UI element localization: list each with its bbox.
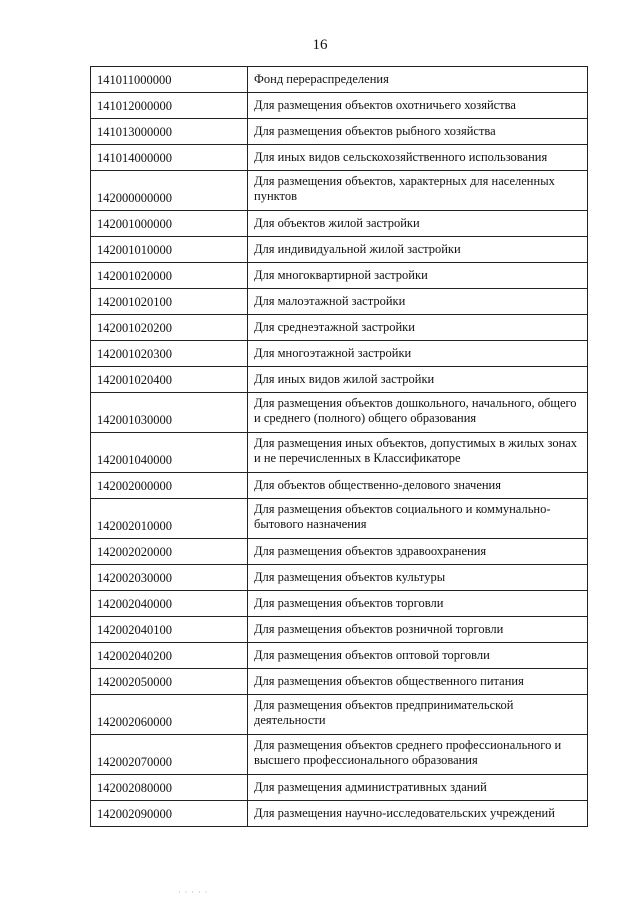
row-code: 142002040000 bbox=[91, 591, 248, 617]
row-description: Для размещения объектов торговли bbox=[248, 591, 588, 617]
table-row bbox=[91, 315, 588, 341]
table-row bbox=[91, 643, 588, 669]
table-row bbox=[91, 775, 588, 801]
row-description: Для объектов общественно-делового значения bbox=[248, 473, 588, 499]
row-description: Для иных видов сельскохозяйственного использования bbox=[248, 145, 588, 171]
row-code: 142002060000 bbox=[91, 695, 248, 735]
row-code: 142002010000 bbox=[91, 499, 248, 539]
row-description: Для малоэтажной застройки bbox=[248, 289, 588, 315]
table-row bbox=[91, 695, 588, 735]
table-row bbox=[91, 473, 588, 499]
row-description: Для размещения объектов социального и коммунально-бытового назначения bbox=[248, 499, 588, 539]
scan-artifact: · · · · · bbox=[178, 888, 209, 897]
table-row bbox=[91, 263, 588, 289]
row-code: 142001020000 bbox=[91, 263, 248, 289]
row-description: Для размещения иных объектов, допустимых в жилых зонах и не перечисленных в Классификаторе bbox=[248, 433, 588, 473]
row-code: 142001040000 bbox=[91, 433, 248, 473]
row-description: Для размещения объектов розничной торговли bbox=[248, 617, 588, 643]
row-description: Для объектов жилой застройки bbox=[248, 211, 588, 237]
row-code: 142002030000 bbox=[91, 565, 248, 591]
row-description: Для размещения объектов среднего профессионального и высшего профессионального образования bbox=[248, 735, 588, 775]
row-code: 142001020100 bbox=[91, 289, 248, 315]
table-row bbox=[91, 171, 588, 211]
row-description: Для иных видов жилой застройки bbox=[248, 367, 588, 393]
row-code: 142001020400 bbox=[91, 367, 248, 393]
table-row bbox=[91, 539, 588, 565]
row-code: 142001020200 bbox=[91, 315, 248, 341]
row-description: Для размещения объектов оптовой торговли bbox=[248, 643, 588, 669]
row-code: 142000000000 bbox=[91, 171, 248, 211]
row-description: Для многоквартирной застройки bbox=[248, 263, 588, 289]
table-row bbox=[91, 367, 588, 393]
row-description: Для размещения объектов предпринимательской деятельности bbox=[248, 695, 588, 735]
row-code: 142001000000 bbox=[91, 211, 248, 237]
row-code: 142001020300 bbox=[91, 341, 248, 367]
table-row bbox=[91, 237, 588, 263]
row-description: Для среднеэтажной застройки bbox=[248, 315, 588, 341]
row-code: 142002090000 bbox=[91, 801, 248, 827]
table-row bbox=[91, 591, 588, 617]
row-code: 141012000000 bbox=[91, 93, 248, 119]
row-code: 142001010000 bbox=[91, 237, 248, 263]
row-code: 142002080000 bbox=[91, 775, 248, 801]
table-row bbox=[91, 617, 588, 643]
table-row bbox=[91, 145, 588, 171]
row-code: 141011000000 bbox=[91, 67, 248, 93]
row-description: Для размещения научно-исследовательских учреждений bbox=[248, 801, 588, 827]
table-row bbox=[91, 93, 588, 119]
table-row bbox=[91, 735, 588, 775]
row-description: Для размещения объектов, характерных для населенных пунктов bbox=[248, 171, 588, 211]
row-code: 142002000000 bbox=[91, 473, 248, 499]
table-row bbox=[91, 669, 588, 695]
row-code: 141013000000 bbox=[91, 119, 248, 145]
row-description: Для размещения объектов здравоохранения bbox=[248, 539, 588, 565]
table-row bbox=[91, 211, 588, 237]
row-code: 142001030000 bbox=[91, 393, 248, 433]
row-description: Для размещения объектов охотничьего хозяйства bbox=[248, 93, 588, 119]
row-code: 141014000000 bbox=[91, 145, 248, 171]
page-number: 16 bbox=[312, 37, 328, 53]
table-row bbox=[91, 499, 588, 539]
row-code: 142002070000 bbox=[91, 735, 248, 775]
row-description: Для размещения административных зданий bbox=[248, 775, 588, 801]
row-code: 142002050000 bbox=[91, 669, 248, 695]
row-code: 142002040100 bbox=[91, 617, 248, 643]
row-code: 142002020000 bbox=[91, 539, 248, 565]
table-row bbox=[91, 565, 588, 591]
row-description: Для размещения объектов рыбного хозяйства bbox=[248, 119, 588, 145]
row-description: Для размещения объектов дошкольного, начального, общего и среднего (полного) общего образования bbox=[248, 393, 588, 433]
table-row bbox=[91, 67, 588, 93]
table-row bbox=[91, 289, 588, 315]
table-row bbox=[91, 433, 588, 473]
row-description: Фонд перераспределения bbox=[248, 67, 588, 93]
table-row bbox=[91, 341, 588, 367]
row-description: Для размещения объектов культуры bbox=[248, 565, 588, 591]
table-row bbox=[91, 801, 588, 827]
table-row bbox=[91, 119, 588, 145]
row-description: Для индивидуальной жилой застройки bbox=[248, 237, 588, 263]
table-row bbox=[91, 393, 588, 433]
row-code: 142002040200 bbox=[91, 643, 248, 669]
table-body bbox=[91, 67, 588, 827]
classifier-table bbox=[90, 66, 588, 827]
row-description: Для размещения объектов общественного питания bbox=[248, 669, 588, 695]
row-description: Для многоэтажной застройки bbox=[248, 341, 588, 367]
